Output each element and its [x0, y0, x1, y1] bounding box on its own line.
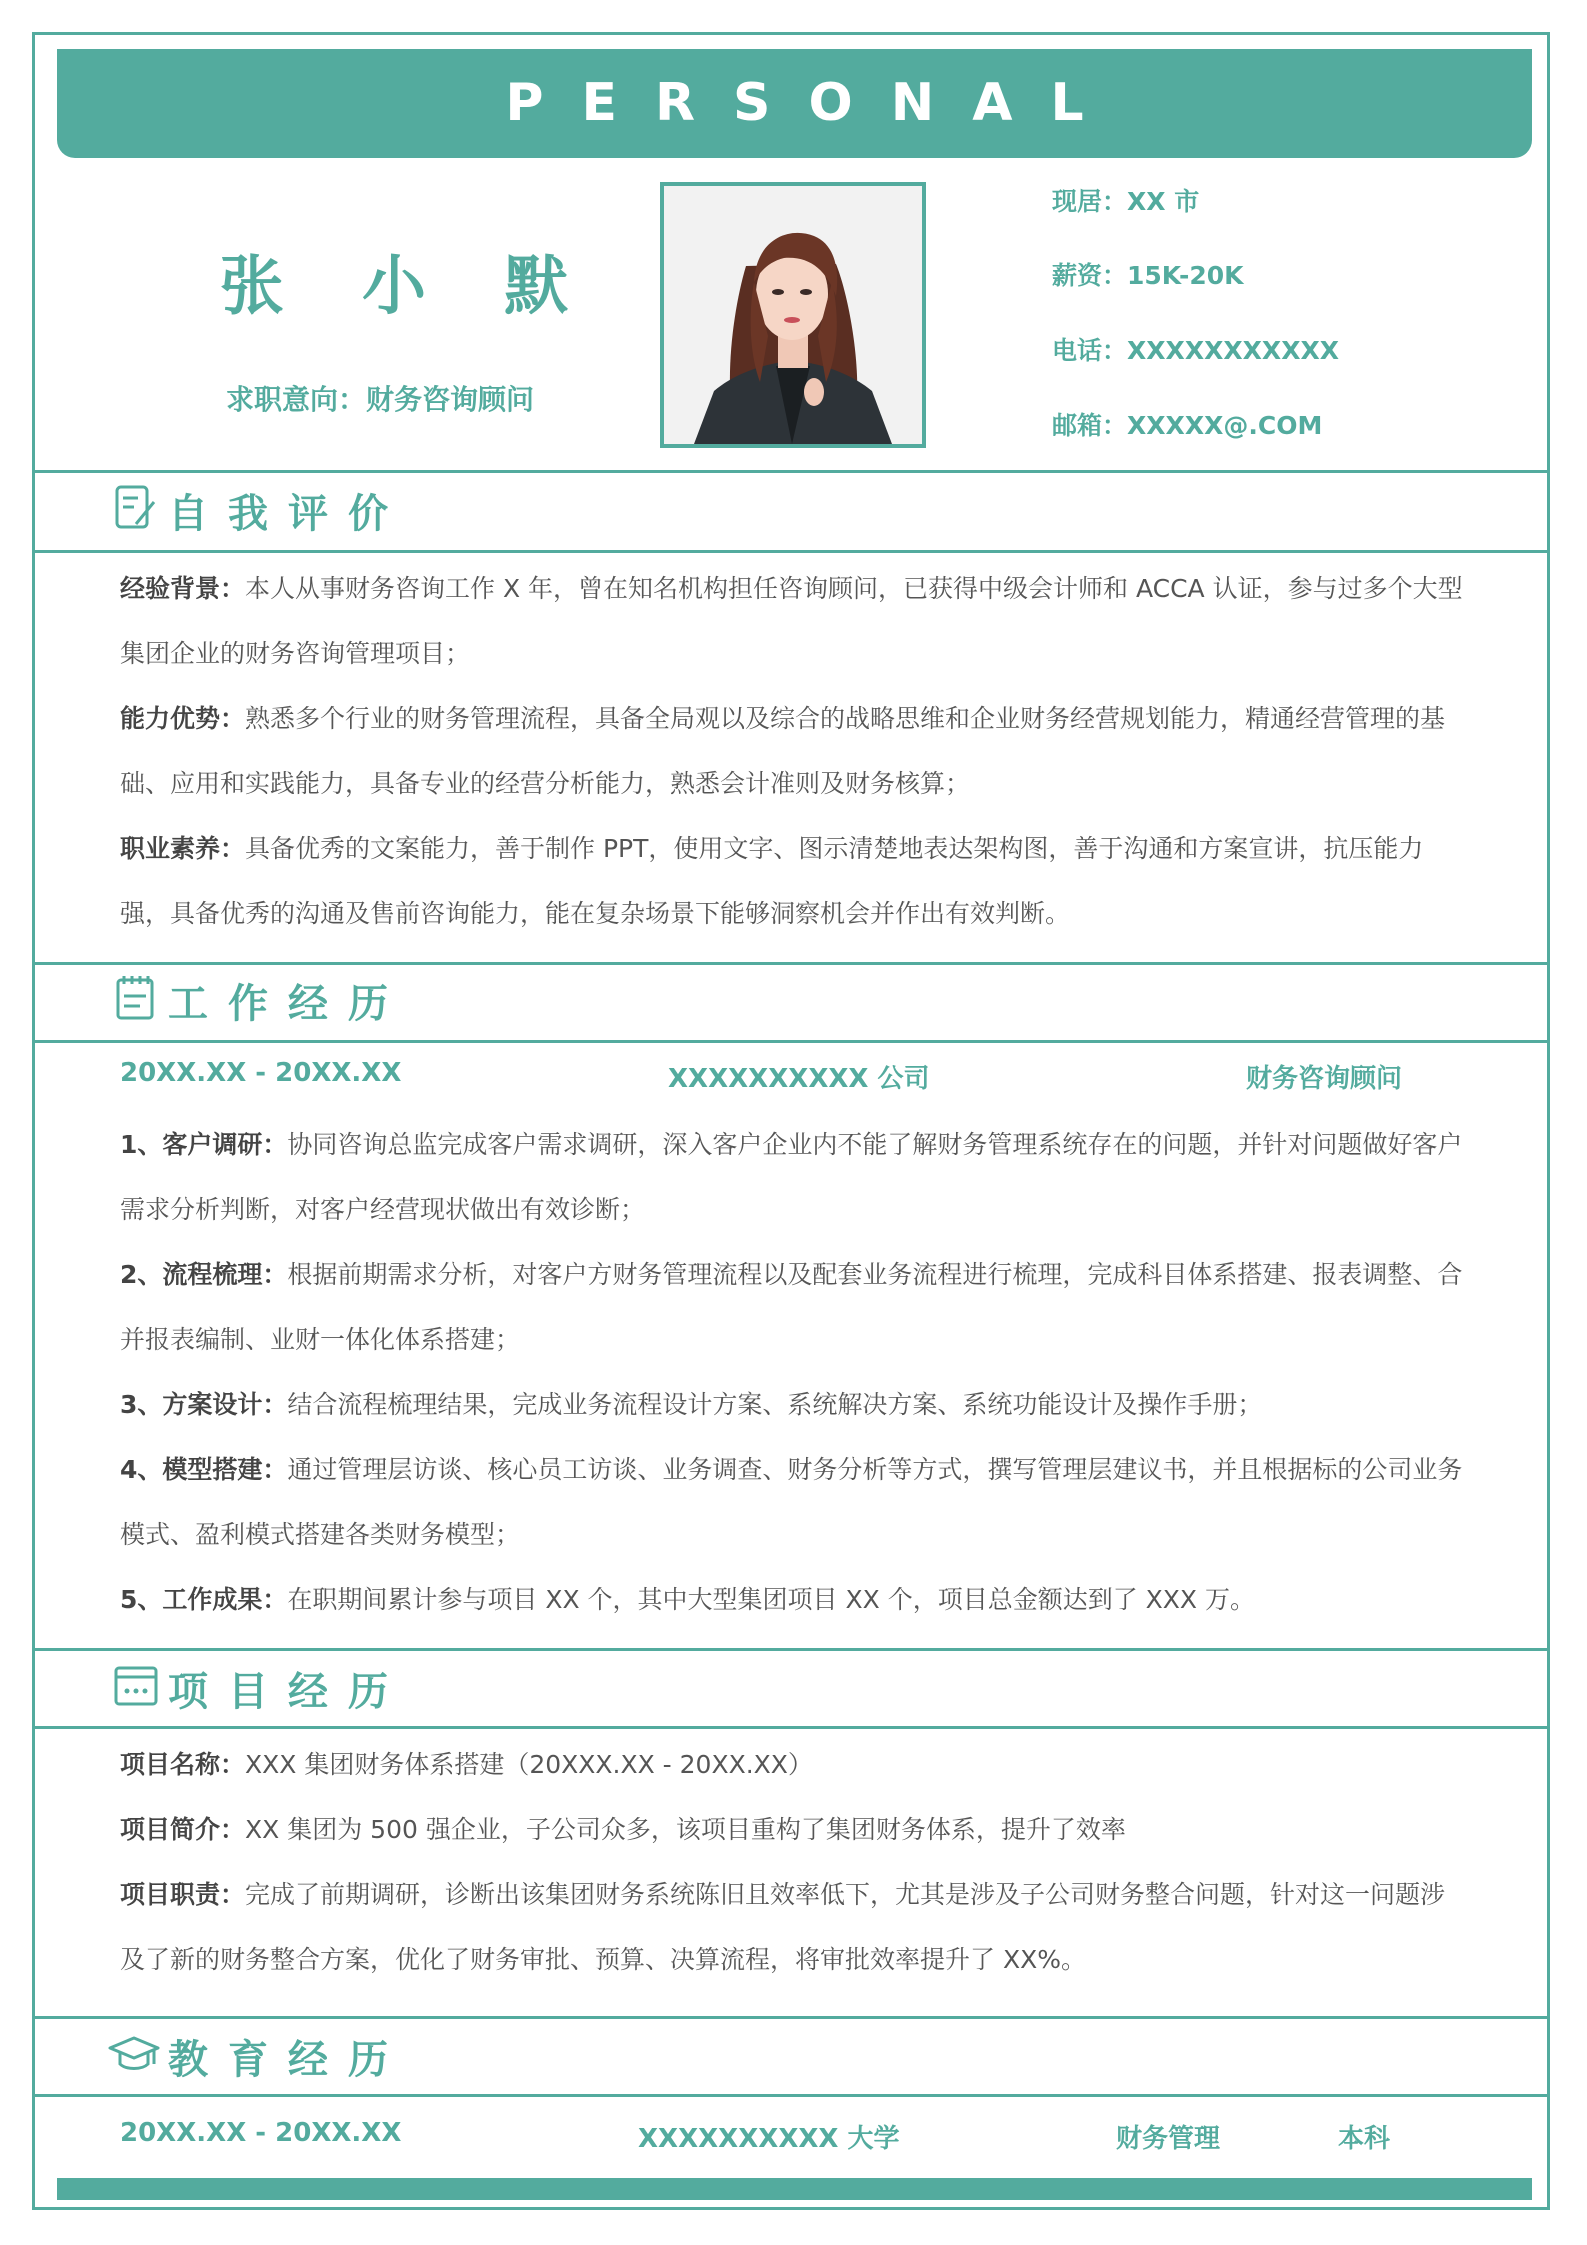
paragraph-label: 能力优势：	[120, 704, 246, 733]
divider	[32, 1040, 1550, 1043]
contact-email: 邮箱：XXXXX@.COM	[1052, 411, 1323, 440]
banner-title: PERSONAL	[505, 73, 1122, 133]
contact-salary: 薪资：15K-20K	[1052, 261, 1244, 290]
field-label: 项目名称：	[120, 1750, 246, 1779]
browser-window-icon	[114, 1662, 158, 1710]
item-text: 协同咨询总监完成客户需求调研，深入客户企业内不能了解财务管理系统存在的问题，并针对问题做好客户需求分析判断，对客户经营现状做出有效诊断；	[120, 1130, 1463, 1224]
paragraph-text: 熟悉多个行业的财务管理流程，具备全局观以及综合的战略思维和企业财务经营规划能力，精通经营管理的基础、应用和实践能力，具备专业的经营分析能力，熟悉会计准则及财务核算；	[120, 704, 1446, 798]
graduation-cap-icon	[108, 2032, 160, 2080]
paragraph-text: 本人从事财务咨询工作 X 年，曾在知名机构担任咨询顾问，已获得中级会计师和 ACCA 认证，参与过多个大型集团企业的财务咨询管理项目；	[120, 574, 1463, 668]
edit-note-icon	[114, 484, 158, 532]
edu-degree: 本科	[1338, 2124, 1391, 2154]
item-text: 根据前期需求分析，对客户方财务管理流程以及配套业务流程进行梳理，完成科目体系搭建、报表调整、合并报表编制、业财一体化体系搭建；	[120, 1260, 1463, 1354]
edu-school: XXXXXXXXXX 大学	[638, 2124, 900, 2154]
work-company: XXXXXXXXXX 公司	[668, 1064, 930, 1094]
profile-photo	[660, 182, 926, 448]
candidate-name: 张 小 默	[219, 250, 597, 324]
divider	[32, 2094, 1550, 2097]
field-text: XXX 集团财务体系搭建（20XXX.XX - 20XX.XX）	[245, 1750, 813, 1779]
work-item-process	[120, 1242, 1470, 1372]
work-item-research	[120, 1112, 1470, 1242]
portrait-illustration	[664, 186, 922, 444]
top-banner	[57, 49, 1532, 158]
contact-phone: 电话：XXXXXXXXXXX	[1052, 336, 1340, 365]
project-intro	[120, 1797, 1470, 1862]
divider	[32, 2016, 1550, 2019]
item-text: 通过管理层访谈、核心员工访谈、业务调查、财务分析等方式，撰写管理层建议书，并且根据标的公司业务模式、盈利模式搭建各类财务模型；	[120, 1455, 1463, 1549]
item-text: 在职期间累计参与项目 XX 个，其中大型集团项目 XX 个，项目总金额达到了 XXX 万。	[287, 1585, 1255, 1614]
field-label: 项目职责：	[120, 1880, 246, 1909]
item-label: 1、客户调研：	[120, 1130, 288, 1159]
item-label: 3、方案设计：	[120, 1390, 288, 1419]
self-eval-strengths	[120, 686, 1470, 816]
divider	[32, 1648, 1550, 1651]
field-label: 项目简介：	[120, 1815, 246, 1844]
section-title-project: 项目经历	[168, 1669, 408, 1715]
item-text: 结合流程梳理结果，完成业务流程设计方案、系统解决方案、系统功能设计及操作手册；	[287, 1390, 1263, 1419]
edu-major: 财务管理	[1116, 2124, 1221, 2154]
project-name	[120, 1732, 1470, 1797]
contact-location: 现居：XX 市	[1052, 187, 1200, 216]
divider	[32, 470, 1550, 473]
self-eval-professionalism	[120, 816, 1470, 946]
section-title-self-evaluation: 自我评价	[168, 491, 408, 537]
divider	[32, 550, 1550, 553]
field-text: 完成了前期调研，诊断出该集团财务系统陈旧且效率低下，尤其是涉及子公司财务整合问题，针对这一问题涉及了新的财务整合方案，优化了财务审批、预算、决算流程，将审批效率提升了 XX%。	[120, 1880, 1446, 1974]
work-item-result	[120, 1567, 1470, 1632]
section-title-education: 教育经历	[168, 2037, 408, 2083]
work-item-design	[120, 1372, 1470, 1437]
divider	[32, 1726, 1550, 1729]
work-role: 财务咨询顾问	[1246, 1064, 1403, 1094]
bottom-bar	[57, 2178, 1532, 2200]
paragraph-label: 经验背景：	[120, 574, 246, 603]
section-title-work: 工作经历	[168, 981, 408, 1027]
work-period: 20XX.XX - 20XX.XX	[120, 1058, 402, 1088]
item-label: 5、工作成果：	[120, 1585, 288, 1614]
work-item-model	[120, 1437, 1470, 1567]
notebook-icon	[114, 974, 158, 1022]
edu-period: 20XX.XX - 20XX.XX	[120, 2118, 402, 2148]
project-duty	[120, 1862, 1470, 1992]
divider	[32, 962, 1550, 965]
paragraph-label: 职业素养：	[120, 834, 246, 863]
job-intent: 求职意向：财务咨询顾问	[225, 383, 534, 416]
item-label: 4、模型搭建：	[120, 1455, 288, 1484]
field-text: XX 集团为 500 强企业，子公司众多，该项目重构了集团财务体系，提升了效率	[245, 1815, 1126, 1844]
self-eval-experience	[120, 556, 1470, 686]
paragraph-text: 具备优秀的文案能力，善于制作 PPT，使用文字、图示清楚地表达架构图，善于沟通和方案宣讲，抗压能力强，具备优秀的沟通及售前咨询能力，能在复杂场景下能够洞察机会并作出有效判断。	[120, 834, 1424, 928]
item-label: 2、流程梳理：	[120, 1260, 288, 1289]
